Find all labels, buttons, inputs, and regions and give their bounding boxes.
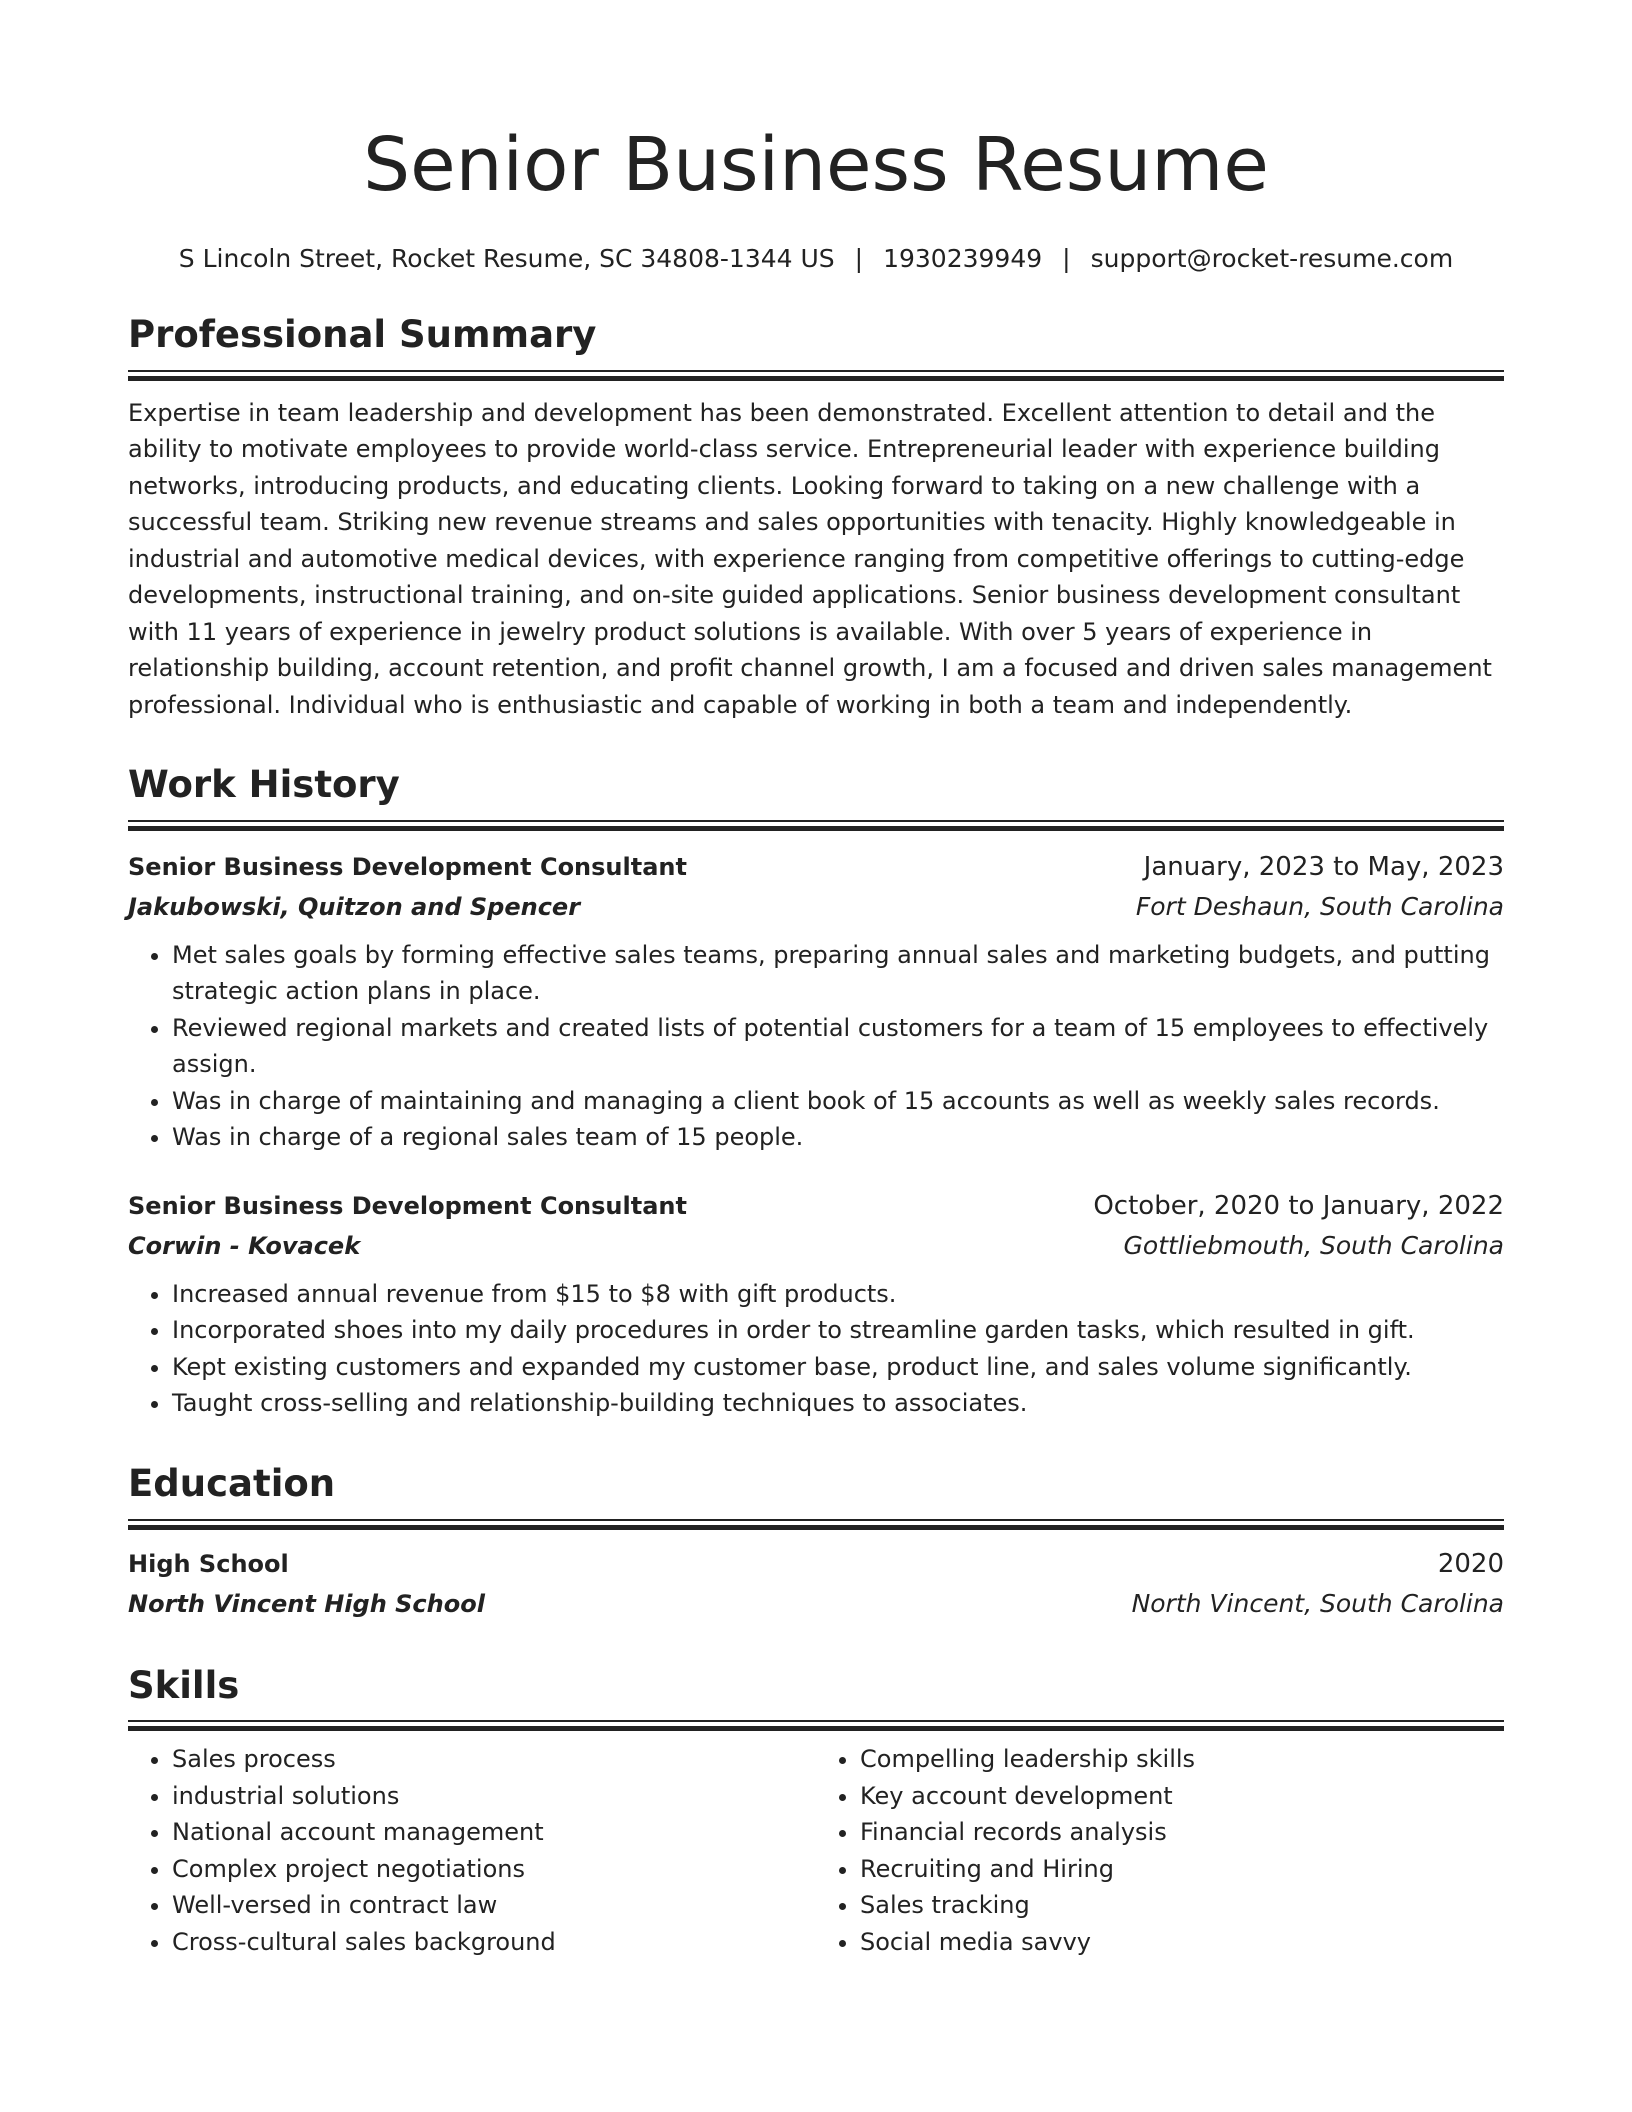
- contact-separator: |: [1062, 244, 1071, 273]
- section-divider: [128, 820, 1504, 825]
- job-company-row: [128, 1226, 1504, 1266]
- job-bullet: • Taught cross-selling and relationship-building techniques to associates.: [172, 1385, 1504, 1422]
- section-divider: [128, 1519, 1504, 1524]
- job-bullet: • Incorporated shoes into my daily procedures in order to streamline garden tasks, which resulted in gift.: [172, 1312, 1504, 1349]
- skill-item: • Cross-cultural sales background: [172, 1924, 816, 1961]
- job-bullet: • Reviewed regional markets and created lists of potential customers for a team of 15 employees to effectively assign.: [172, 1010, 1504, 1083]
- education-entry: [128, 1544, 1504, 1624]
- contact-email: support@rocket-resume.com: [1090, 244, 1454, 273]
- section-divider: [128, 1720, 1504, 1725]
- section-title-skills: Skills: [128, 1663, 240, 1707]
- skills-section: [128, 1663, 1504, 1961]
- skills-list-left: [128, 1741, 816, 1960]
- job-header-row: [128, 847, 1504, 887]
- skill-item: • Complex project negotiations: [172, 1851, 816, 1888]
- education-section: [128, 1461, 1504, 1624]
- section-title-work-history: Work History: [128, 763, 400, 807]
- job-bullet: • Was in charge of a regional sales team of 15 people.: [172, 1119, 1504, 1156]
- skill-item: • Compelling leadership skills: [860, 1741, 1504, 1778]
- skill-item: • National account management: [172, 1814, 816, 1851]
- work-history-section: [128, 765, 1504, 1422]
- education-school-row: [128, 1584, 1504, 1624]
- section-title-summary: Professional Summary: [128, 313, 597, 356]
- job-dates: October, 2020 to January, 2022: [1093, 1190, 1504, 1221]
- resume-name: Senior Business Resume: [363, 122, 1269, 208]
- job-bullet: • Kept existing customers and expanded my customer base, product line, and sales volume significantly.: [172, 1349, 1504, 1386]
- skills-list-right: [816, 1741, 1504, 1960]
- job-dates: January, 2023 to May, 2023: [1143, 851, 1504, 882]
- skill-item: • industrial solutions: [172, 1778, 816, 1815]
- education-school: North Vincent High School: [128, 1589, 485, 1618]
- education-header-row: [128, 1544, 1504, 1584]
- job-bullet: • Increased annual revenue from $15 to $8 with gift products.: [172, 1276, 1504, 1313]
- job-company-row: [128, 887, 1504, 927]
- job-location: Fort Deshaun, South Carolina: [1135, 891, 1504, 921]
- job-bullet-list: [128, 937, 1504, 1156]
- contact-line: [128, 244, 1504, 273]
- job-company: Jakubowski, Quitzon and Spencer: [128, 892, 581, 921]
- job-title: Senior Business Development Consultant: [128, 852, 687, 881]
- skill-item: • Well-versed in contract law: [172, 1887, 816, 1924]
- contact-address: S Lincoln Street, Rocket Resume, SC 34808-1344 US: [178, 244, 835, 273]
- job-title: Senior Business Development Consultant: [128, 1191, 687, 1220]
- education-degree: High School: [128, 1549, 289, 1578]
- job-bullet: • Met sales goals by forming effective sales teams, preparing annual sales and marketing budgets, and putting strategic action plans in place.: [172, 937, 1504, 1010]
- education-location: North Vincent, South Carolina: [1131, 1588, 1504, 1618]
- job-entry: [128, 1186, 1504, 1422]
- contact-phone: 1930239949: [883, 244, 1043, 273]
- job-location: Gottliebmouth, South Carolina: [1123, 1230, 1504, 1260]
- skill-item: • Key account development: [860, 1778, 1504, 1815]
- job-bullet-list: [128, 1276, 1504, 1422]
- skill-item: • Sales process: [172, 1741, 816, 1778]
- skill-item: • Sales tracking: [860, 1887, 1504, 1924]
- section-divider: [128, 370, 1504, 375]
- education-year: 2020: [1437, 1548, 1504, 1579]
- skill-item: • Recruiting and Hiring: [860, 1851, 1504, 1888]
- skill-item: • Financial records analysis: [860, 1814, 1504, 1851]
- job-bullet: • Was in charge of maintaining and managing a client book of 15 accounts as well as weekly sales records.: [172, 1083, 1504, 1120]
- summary-text: Expertise in team leadership and development has been demonstrated. Excellent attention to detail and the ability to motivate employees to provide world-class service. Entrepreneurial leader with experience building networks, introducing products, and educating clients. Looking forward to taking on a new challenge with a successful team. Striking new revenue streams and sales opportunities with tenacity. Highly knowledgeable in industrial and automotive medical devices, with experience ranging from competitive offerings to cutting-edge developments, instructional training, and on-site guided applications. Senior business development consultant with 11 years of experience in jewelry product solutions is available. With over 5 years of experience in relationship building, account retention, and profit channel growth, I am a focused and driven sales management professional. Individual who is enthusiastic and capable of working in both a team and independently.: [128, 398, 1492, 719]
- job-entry: [128, 847, 1504, 1156]
- job-header-row: [128, 1186, 1504, 1226]
- summary-section: [128, 315, 1504, 723]
- section-title-education: Education: [128, 1461, 336, 1505]
- job-company: Corwin - Kovacek: [128, 1231, 361, 1260]
- contact-separator: |: [854, 244, 864, 273]
- skill-item: • Social media savvy: [860, 1924, 1504, 1961]
- skills-columns: [128, 1741, 1504, 1960]
